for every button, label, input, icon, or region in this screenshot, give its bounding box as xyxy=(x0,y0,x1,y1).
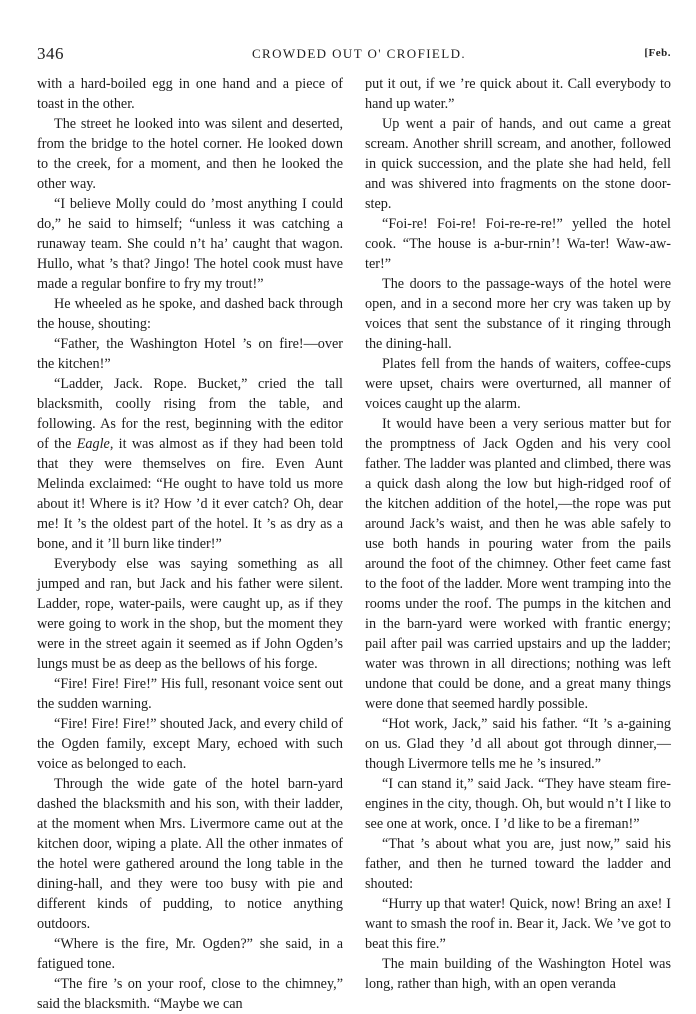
paragraph: put it out, if we ’re quick about it. Call everybody to hand up water.” xyxy=(365,76,671,112)
paragraph: “I can stand it,” said Jack. “They have steam fire-engines in the city, though. Oh, but would n’t I like to see one at work, once. I ’d like to be a fireman!” xyxy=(365,776,671,832)
paragraph: The street he looked into was silent and deserted, from the bridge to the hotel corner. He looked down to the creek, for a moment, and then he looked the other way. xyxy=(37,116,343,192)
paragraph: “Ladder, Jack. Rope. Bucket,” cried the tall blacksmith, coolly rising from the table, and following. As for the rest, beginning with the editor of the Eagle, it was almost as if they had been told that they were themselves on fire. Even Aunt Melinda exclaimed: “He ought to have told us more about it! Where is it? How ’d it ever catch? Oh, dear me! It ’s the oldest part of the hotel. It ’s as dry as a bone, and it ’ll burn like tinder!” xyxy=(37,376,343,552)
paragraph: “I believe Molly could do ’most anything I could do,” he said to himself; “unless it was catching a runaway team. She could n’t ha’ caught that wagon. Hullo, what ’s that? Jingo! The hotel cook must have made a regular bonfire to fry my trout!” xyxy=(37,196,343,292)
paragraph: “Where is the fire, Mr. Ogden?” she said, in a fatigued tone. xyxy=(37,936,343,972)
paragraph: He wheeled as he spoke, and dashed back through the house, shouting: xyxy=(37,296,343,332)
running-header xyxy=(37,44,671,68)
running-month: [Feb. xyxy=(644,47,671,59)
paragraph: Up went a pair of hands, and out came a great scream. Another shrill scream, and another, followed in quick succession, and the plate she had held, fell and was shivered into fragments on the stone door-step. xyxy=(365,116,671,212)
paragraph: “Hurry up that water! Quick, now! Bring an axe! I want to smash the roof in. Bear it, Jack. We ’ve got to beat this fire.” xyxy=(365,896,671,952)
page-number: 346 xyxy=(37,44,64,63)
paragraph: “Fire! Fire! Fire!” shouted Jack, and every child of the Ogden family, except Mary, echoed with such voice as belonged to each. xyxy=(37,716,343,772)
paragraph: Everybody else was saying something as all jumped and ran, but Jack and his father were silent. Ladder, rope, water-pails, were caught up, as if they were going to work in the shop, but the moment they were in the street again it seemed as if John Ogden’s lungs must be as deep as the bellows of his forge. xyxy=(37,556,343,672)
paragraph: The main building of the Washington Hotel was long, rather than high, with an open veranda xyxy=(365,956,671,992)
paragraph: Through the wide gate of the hotel barn-yard dashed the blacksmith and his son, with their ladder, at the moment when Mrs. Livermore came out at the kitchen door, wiping a plate. All the other inmates of the hotel were gathered around the long table in the dining-hall, and they were too busy with pie and different kinds of pudding, to notice anything outdoors. xyxy=(37,776,343,932)
paragraph: “That ’s about what you are, just now,” said his father, and then he turned toward the ladder and shouted: xyxy=(365,836,671,892)
paragraph: It would have been a very serious matter but for the promptness of Jack Ogden and his very cool father. The ladder was planted and climbed, there was a quick dash along the low but high-ridged roof of the kitchen addition of the hotel,—the rope was put around Jack’s waist, and then he was able safely to use both hands in pouring water from the pails around the foot of the chimney. Other feet came fast to the foot of the ladder. More went tramping into the rooms under the roof. The pumps in the kitchen and in the barn-yard were worked with frantic energy; pail after pail was carried upstairs and up the ladder; water was thrown in all directions; nothing was left undone that could be done, and a great many things were done that seemed hardly possible. xyxy=(365,416,671,712)
paragraph: “Foi-re! Foi-re! Foi-re-re-re!” yelled the hotel cook. “The house is a-bur-rnin’! Wa-ter! Waw-aw-ter!” xyxy=(365,216,671,272)
paragraph: Plates fell from the hands of waiters, coffee-cups were upset, chairs were overturned, all manner of voices caught up the alarm. xyxy=(365,356,671,412)
paragraph: “Father, the Washington Hotel ’s on fire!—over the kitchen!” xyxy=(37,336,343,372)
paragraph: with a hard-boiled egg in one hand and a piece of toast in the other. xyxy=(37,76,343,112)
paragraph: “Fire! Fire! Fire!” His full, resonant voice sent out the sudden warning. xyxy=(37,676,343,712)
running-title: CROWDED OUT O' CROFIELD. xyxy=(251,46,467,61)
paragraph: The doors to the passage-ways of the hotel were open, and in a second more her cry was taken up by voices that sent the substance of it ringing through the dining-hall. xyxy=(365,276,671,352)
paragraph: “Hot work, Jack,” said his father. “It ’s a-gaining on us. Glad they ’d all about got through dinner,—though Livermore tells me he ’s insured.” xyxy=(365,716,671,772)
paragraph: “The fire ’s on your roof, close to the chimney,” said the blacksmith. “Maybe we can xyxy=(37,976,343,1012)
left-column xyxy=(37,74,343,1014)
right-column xyxy=(365,74,671,994)
newspaper-name: Eagle xyxy=(76,436,110,452)
